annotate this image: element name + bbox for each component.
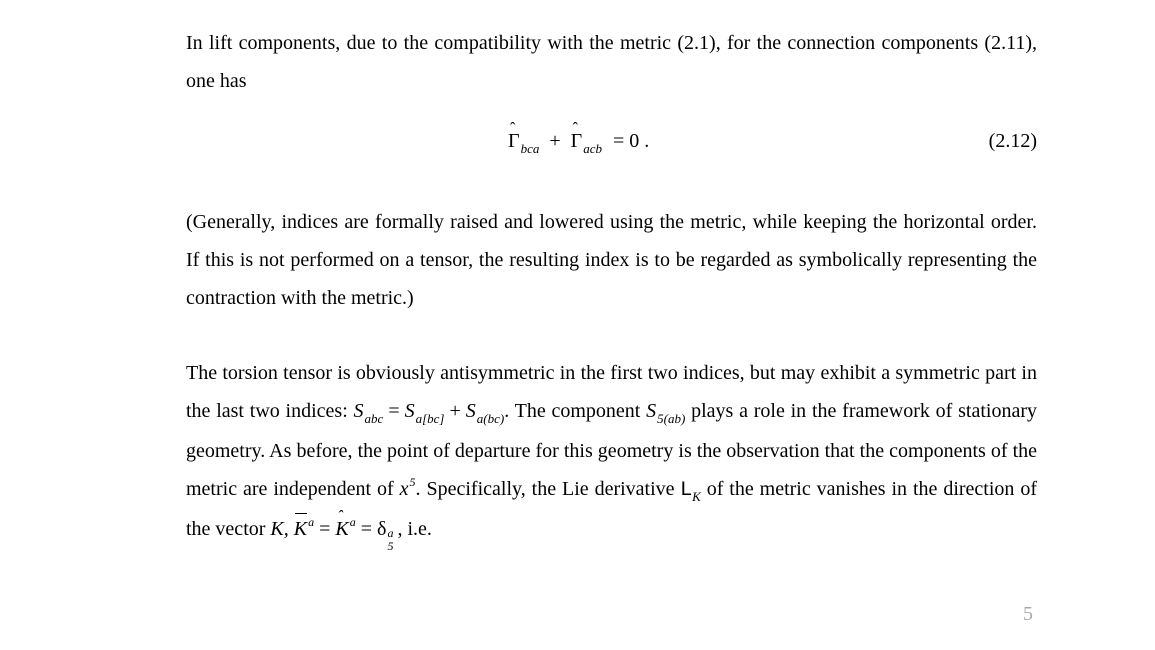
paragraph-3-part-1: The torsion tensor is obviously antisymmetric in the first two indices, but may exhibit a symmetric part in the last two indices: — [186, 362, 1037, 422]
k-hat-superscript: a — [349, 515, 356, 529]
delta-superscript: a — [387, 526, 394, 541]
equation-2-12 — [508, 126, 649, 158]
delta-subscript: 5 — [387, 539, 394, 554]
torsion-subscript-sym: a(bc) — [476, 411, 505, 426]
page-number: 5 — [1023, 603, 1033, 625]
torsion-plus: + — [449, 400, 461, 422]
delta-indices — [387, 517, 397, 554]
k-bar-superscript: a — [308, 515, 315, 529]
paragraph-3-part-4: . Specifically, the Lie derivative — [415, 478, 675, 500]
plus-operator: + — [549, 130, 561, 152]
paragraph-lift-components — [186, 24, 1037, 100]
x5-coordinate — [399, 475, 416, 500]
paragraph-torsion-tensor — [186, 354, 1038, 554]
lie-l: L — [680, 478, 692, 500]
gamma-hat-2: ˆ Γ — [571, 126, 583, 156]
s5-subscript: 5(ab) — [657, 411, 686, 426]
vector-k-label: K, — [270, 518, 289, 540]
x-superscript: 5 — [409, 475, 416, 489]
killing-vector-equation — [293, 515, 398, 554]
equation-rhs: = 0 . — [612, 130, 650, 152]
k-bar: K — [294, 510, 307, 548]
paragraph-index-convention — [186, 203, 1037, 317]
killing-equals-2: = — [360, 518, 372, 540]
paragraph-3-part-5: of the metric vanishes in the direction of the vector — [186, 478, 1038, 540]
kronecker-delta: δ — [377, 518, 387, 540]
torsion-s-1: S — [353, 400, 364, 422]
torsion-subscript-abc: abc — [364, 411, 384, 426]
torsion-equals: = — [388, 400, 400, 422]
torsion-s-2: S — [404, 400, 415, 422]
gamma-1-subscript: bca — [520, 141, 540, 156]
gamma-2-subscript: acb — [583, 141, 602, 156]
lie-derivative-symbol — [680, 478, 701, 504]
torsion-s-3: S — [465, 400, 476, 422]
s5-component — [646, 400, 686, 426]
k-hat: ˆ K — [335, 510, 348, 548]
x-symbol: x — [399, 478, 409, 500]
torsion-decomposition-equation — [353, 400, 505, 426]
paragraph-3-part-2: . The component — [504, 400, 641, 422]
paragraph-1-text: In lift components, due to the compatibility with the metric (2.1), for the connection components (2.11), one has — [186, 32, 1037, 92]
torsion-subscript-antisym: a[bc] — [415, 411, 445, 426]
gamma-hat-1: ˆ Γ — [508, 126, 520, 156]
killing-equals-1: = — [319, 518, 331, 540]
paragraph-3-part-3: plays a role in the framework of stationary geometry. As before, the point of departure for this geometry is the observation that the components of the metric are independent of — [186, 400, 1037, 500]
paragraph-3-part-6: , i.e. — [397, 518, 432, 540]
s5-symbol: S — [646, 400, 657, 422]
equation-2-12-row — [186, 122, 1037, 160]
paragraph-2-text: (Generally, indices are formally raised and lowered using the metric, while keeping the horizontal order. If this is not performed on a tensor, the resulting index is to be regarded as symbolically representing the contraction with the metric.) — [186, 211, 1037, 309]
lie-subscript: K — [692, 489, 701, 504]
equation-number: (2.12) — [988, 130, 1037, 152]
